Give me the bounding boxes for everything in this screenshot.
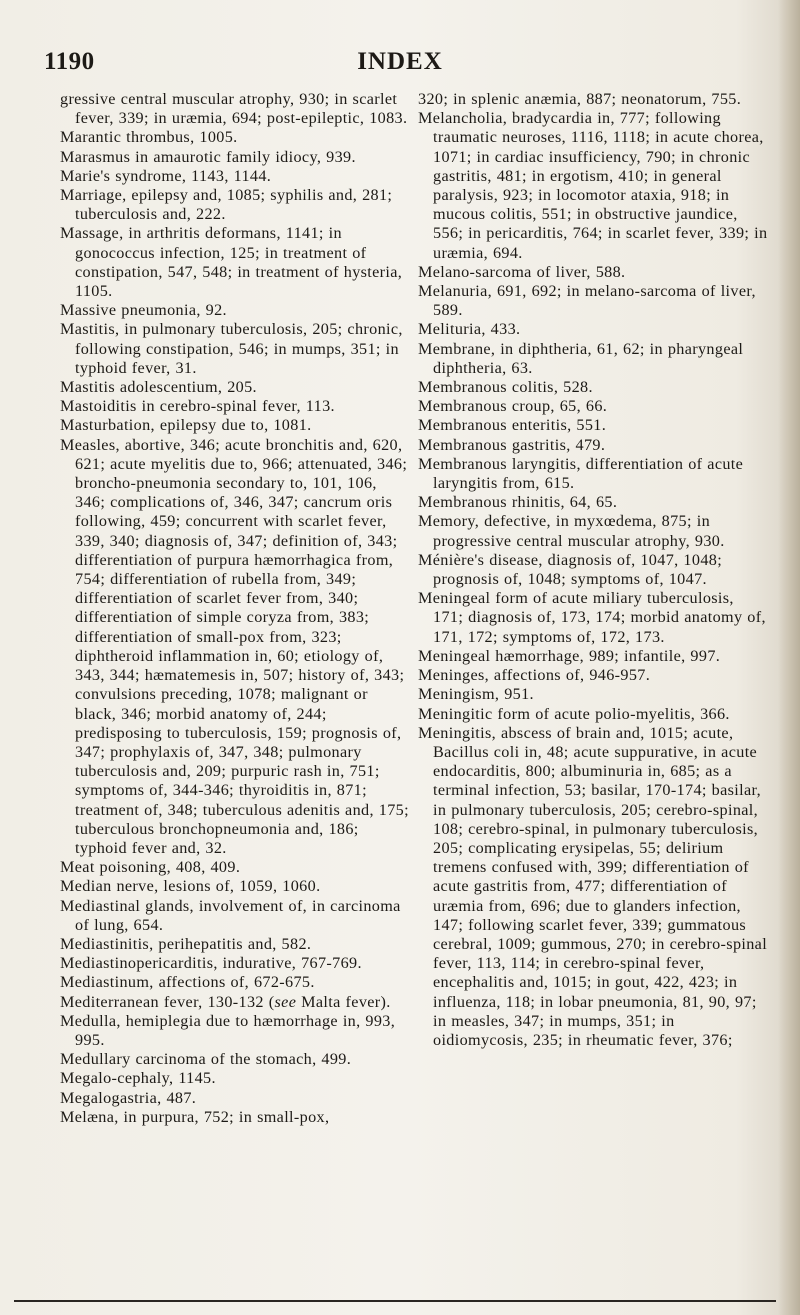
index-entry: Membranous gastritis, 479. xyxy=(418,435,606,454)
index-entry: Median nerve, lesions of, 1059, 1060. xyxy=(60,877,321,896)
index-entry: Meningism, 951. xyxy=(418,685,534,704)
index-entry: Mediastinum, affections of, 672-675. xyxy=(60,973,315,992)
index-entry xyxy=(60,993,410,1012)
index-entry: Melancholia, bradycardia in, 777; following traumatic neuroses, 1116, 1118; in acute chorea, 1071; in cardiac insufficiency, 790; in chronic gastritis, 481; in ergotism, 410; in general paralysis, 923; in locomotor ataxia, 918; in mucous colitis, 551; in obstructive jaundice, 556; in pericarditis, 764; in scarlet fever, 339; in uræmia, 694. xyxy=(418,109,768,262)
index-entry: Megalogastria, 487. xyxy=(60,1088,197,1107)
index-entry: gressive central muscular atrophy, 930; in scarlet fever, 339; in uræmia, 694; post-epileptic, 1083. xyxy=(60,90,408,128)
index-entry: Mastitis adolescentium, 205. xyxy=(60,378,257,397)
index-entry: 320; in splenic anæmia, 887; neonatorum, 755. xyxy=(418,90,742,108)
index-entry: Marriage, epilepsy and, 1085; syphilis and, 281; tuberculosis and, 222. xyxy=(60,186,393,224)
index-entry: Meningeal hæmorrhage, 989; infantile, 997. xyxy=(418,646,721,665)
index-column-right xyxy=(418,90,768,1050)
running-head: INDEX xyxy=(357,48,443,75)
index-entry-text: Malta fever). xyxy=(296,992,391,1011)
index-entry-cross-reference: see xyxy=(274,992,297,1011)
index-entry: Melituria, 433. xyxy=(418,320,521,339)
index-entry: Megalo-cephaly, 1145. xyxy=(60,1069,216,1088)
index-entry: Medulla, hemiplegia due to hæmorrhage in, 993, 995. xyxy=(60,1011,396,1049)
index-entry: Melano-sarcoma of liver, 588. xyxy=(418,262,626,281)
page-header xyxy=(0,48,800,78)
index-entry: Marie's syndrome, 1143, 1144. xyxy=(60,166,272,185)
index-entry: Melanuria, 691, 692; in melano-sarcoma of liver, 589. xyxy=(418,282,756,320)
page-number: 1190 xyxy=(44,48,95,75)
index-entry: Massive pneumonia, 92. xyxy=(60,301,227,320)
index-entry: Measles, abortive, 346; acute bronchitis and, 620, 621; acute myelitis due to, 966; attenuated, 346; broncho-pneumonia secondary to, 101, 106, 346; complications of, 346, 347; cancrum oris following, 459; concurrent with scarlet fever, 339, 340; diagnosis of, 347; definition of, 343; differentiation of purpura hæmorrhagica from, 754; differentiation of rubella from, 349; differentiation of scarlet fever from, 340; differentiation of simple coryza from, 383; differentiation of small-pox from, 323; diphtheroid inflammation in, 60; etiology of, 343, 344; hæmatemesis in, 507; history of, 343; convulsions preceding, 1078; malignant or black, 346; morbid anatomy of, 244; predisposing to tuberculosis, 159; prognosis of, 347; prophylaxis of, 347, 348; pulmonary tuberculosis and, 209; purpuric rash in, 751; symptoms of, 344-346; thyroiditis in, 871; treatment of, 348; tuberculous adenitis and, 175; tuberculous bronchopneumonia and, 186; typhoid fever and, 32. xyxy=(60,435,409,857)
page-edge-shadow xyxy=(778,0,800,1315)
index-entry: Meninges, affections of, 946-957. xyxy=(418,666,651,685)
index-entry: Medullary carcinoma of the stomach, 499. xyxy=(60,1050,352,1069)
index-entry: Membranous croup, 65, 66. xyxy=(418,397,608,416)
index-entry: Membranous colitis, 528. xyxy=(418,378,593,397)
index-column-left xyxy=(60,90,410,1127)
index-entry: Membranous rhinitis, 64, 65. xyxy=(418,493,618,512)
index-entry: Meningeal form of acute miliary tuberculosis, 171; diagnosis of, 173, 174; morbid anatomy of, 171, 172; symptoms of, 172, 173. xyxy=(418,589,766,646)
index-entry: Marasmus in amaurotic family idiocy, 939. xyxy=(60,147,356,166)
index-entry: Meningitic form of acute polio-myelitis, 366. xyxy=(418,704,730,723)
index-entry: Meningitis, abscess of brain and, 1015; acute, Bacillus coli in, 48; acute suppurative, in acute endocarditis, 800; albuminuria in, 685; as a terminal infection, 53; basilar, 170-174; basilar, in pulmonary tuberculosis, 205; cerebro-spinal, 108; cerebro-spinal, in pulmonary tuberculosis, 205; complicating erysipelas, 55; delirium tremens confused with, 399; differentiation of acute gastritis from, 477; differentiation of uræmia from, 696; due to glanders infection, 147; following scarlet fever, 339; gummatous cerebral, 1009; gummous, 270; in cerebro-spinal fever, 113, 114; in cerebro-spinal fever, encephalitis and, 1015; in gout, 422, 423; in influenza, 118; in lobar pneumonia, 81, 90, 97; in measles, 347; in mumps, 351; in oidiomycosis, 235; in rheumatic fever, 376; xyxy=(418,723,768,1049)
index-entry: Masturbation, epilepsy due to, 1081. xyxy=(60,416,312,435)
index-entry: Memory, defective, in myxœdema, 875; in progressive central muscular atrophy, 930. xyxy=(418,512,725,550)
index-entry: Melæna, in purpura, 752; in small-pox, xyxy=(60,1107,330,1126)
index-entry-text: Mediterranean fever, 130-132 ( xyxy=(60,992,275,1011)
page-bottom-rule xyxy=(14,1300,776,1302)
index-entry: Mediastinitis, perihepatitis and, 582. xyxy=(60,934,312,953)
index-entry: Membranous enteritis, 551. xyxy=(418,416,607,435)
index-entry: Mastoiditis in cerebro-spinal fever, 113. xyxy=(60,397,335,416)
index-entry: Marantic thrombus, 1005. xyxy=(60,128,238,147)
index-entry: Membrane, in diphtheria, 61, 62; in pharyngeal diphtheria, 63. xyxy=(418,339,744,377)
index-entry: Mastitis, in pulmonary tuberculosis, 205; chronic, following constipation, 546; in mumps, 351; in typhoid fever, 31. xyxy=(60,320,403,377)
index-entry: Meat poisoning, 408, 409. xyxy=(60,858,241,877)
index-entry: Membranous laryngitis, differentiation of acute laryngitis from, 615. xyxy=(418,454,744,493)
index-entry: Ménière's disease, diagnosis of, 1047, 1048; prognosis of, 1048; symptoms of, 1047. xyxy=(418,550,723,589)
index-entry: Mediastinopericarditis, indurative, 767-769. xyxy=(60,954,362,973)
index-entry: Mediastinal glands, involvement of, in carcinoma of lung, 654. xyxy=(60,896,401,934)
index-entry: Massage, in arthritis deformans, 1141; in gonococcus infection, 125; in treatment of constipation, 547, 548; in treatment of hysteria, 1105. xyxy=(60,224,403,301)
